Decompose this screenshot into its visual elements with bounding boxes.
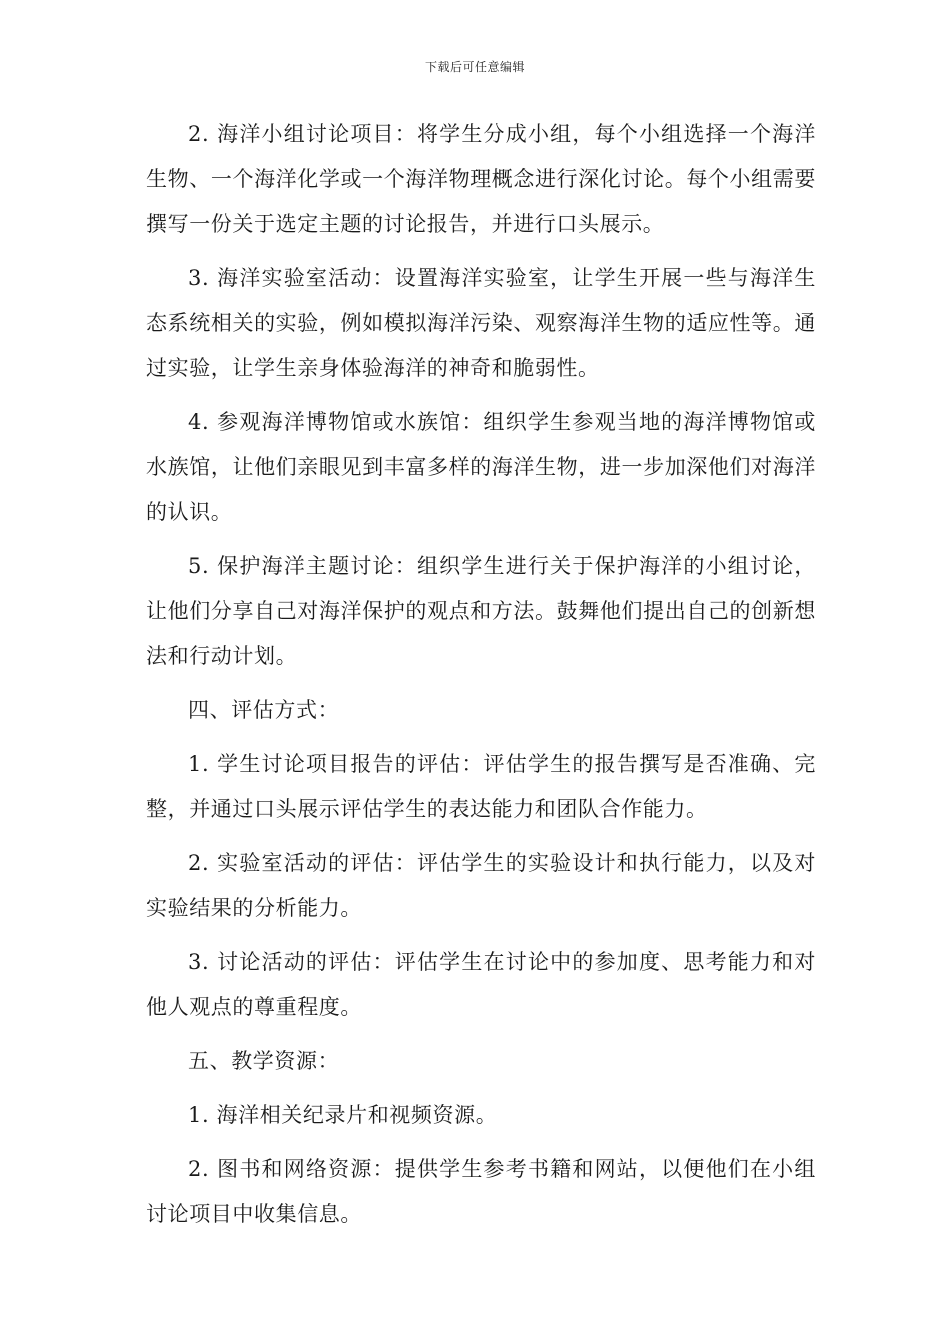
document-body	[146, 112, 816, 1246]
section-heading-assessment: 四、评估方式：	[188, 698, 340, 722]
paragraph-activity-4: 4. 参观海洋博物馆或水族馆：组织学生参观当地的海洋博物馆或水族馆，让他们亲眼见到丰富多样的海洋生物，进一步加深他们对海洋的认识。	[146, 410, 816, 524]
paragraph-assessment-1: 1. 学生讨论项目报告的评估：评估学生的报告撰写是否准确、完整，并通过口头展示评估学生的表达能力和团队合作能力。	[146, 752, 816, 821]
paragraph-resource-2: 2. 图书和网络资源：提供学生参考书籍和网站，以便他们在小组讨论项目中收集信息。	[146, 1157, 816, 1226]
page-header-note: 下载后可任意编辑	[424, 60, 525, 74]
section-heading-resources: 五、教学资源：	[188, 1049, 340, 1073]
paragraph-resource-1: 1. 海洋相关纪录片和视频资源。	[188, 1103, 498, 1127]
paragraph-assessment-3: 3. 讨论活动的评估：评估学生在讨论中的参加度、思考能力和对他人观点的尊重程度。	[146, 950, 816, 1019]
paragraph-activity-3: 3. 海洋实验室活动：设置海洋实验室，让学生开展一些与海洋生态系统相关的实验，例如模拟海洋污染、观察海洋生物的适应性等。通过实验，让学生亲身体验海洋的神奇和脆弱性。	[146, 266, 816, 380]
paragraph-assessment-2: 2. 实验室活动的评估：评估学生的实验设计和执行能力，以及对实验结果的分析能力。	[146, 851, 816, 920]
paragraph-activity-2: 2. 海洋小组讨论项目：将学生分成小组，每个小组选择一个海洋生物、一个海洋化学或一个海洋物理概念进行深化讨论。每个小组需要撰写一份关于选定主题的讨论报告，并进行口头展示。	[146, 122, 816, 236]
paragraph-activity-5: 5. 保护海洋主题讨论：组织学生进行关于保护海洋的小组讨论，让他们分享自己对海洋保护的观点和方法。鼓舞他们提出自己的创新想法和行动计划。	[146, 554, 816, 668]
